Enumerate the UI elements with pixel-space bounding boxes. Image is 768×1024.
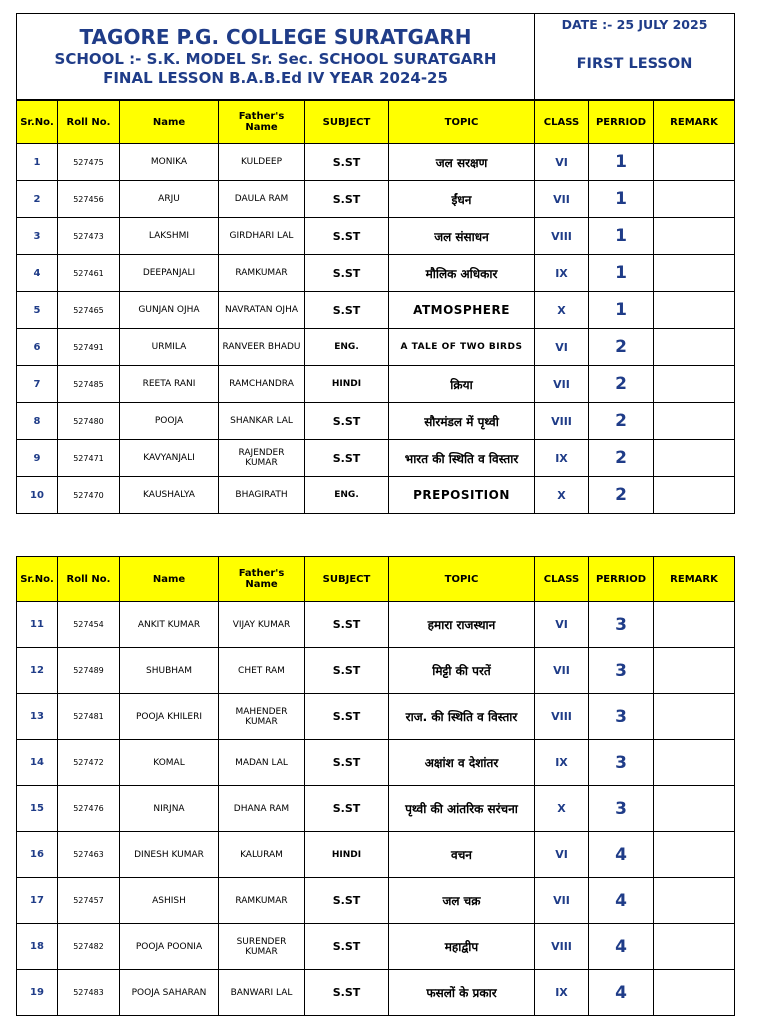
remark-cell [654, 694, 735, 740]
topic-cell: भारत की स्थिति व विस्तार [389, 440, 535, 477]
period-cell: 2 [589, 403, 654, 440]
topic-cell: ATMOSPHERE [389, 292, 535, 329]
remark-cell [654, 403, 735, 440]
col-name-header: Name [120, 557, 219, 602]
period-cell: 4 [589, 924, 654, 970]
subject-cell: S.ST [305, 924, 389, 970]
lesson-document [16, 13, 734, 1016]
topic-cell: जल चक्र [389, 878, 535, 924]
subject-cell: S.ST [305, 878, 389, 924]
class-cell: VIII [535, 924, 589, 970]
remark-cell [654, 218, 735, 255]
subject-cell: S.ST [305, 970, 389, 1016]
table-row [17, 832, 735, 878]
remark-cell [654, 648, 735, 694]
period-cell: 2 [589, 329, 654, 366]
class-cell: VI [535, 602, 589, 648]
class-cell: VII [535, 181, 589, 218]
col-period-header: PERRIOD [589, 557, 654, 602]
father-name-cell: BANWARI LAL [219, 970, 305, 1016]
topic-cell: पृथ्वी की आंतरिक सरंचना [389, 786, 535, 832]
sr-cell: 18 [17, 924, 58, 970]
subject-cell: HINDI [305, 832, 389, 878]
subject-cell: S.ST [305, 403, 389, 440]
topic-cell: सौरमंडल में पृथ्वी [389, 403, 535, 440]
father-name-cell: RAMKUMAR [219, 255, 305, 292]
period-cell: 3 [589, 648, 654, 694]
father-name-cell: KALURAM [219, 832, 305, 878]
date-label: DATE :- 25 JULY 2025 [561, 17, 708, 32]
subject-cell: S.ST [305, 786, 389, 832]
roll-cell: 527471 [58, 440, 120, 477]
remark-cell [654, 440, 735, 477]
col-roll-no-header: Roll No. [58, 101, 120, 144]
roll-cell: 527480 [58, 403, 120, 440]
name-cell: DINESH KUMAR [120, 832, 219, 878]
period-cell: 1 [589, 181, 654, 218]
table-row [17, 181, 735, 218]
father-name-cell: CHET RAM [219, 648, 305, 694]
father-name-cell: RAJENDER KUMAR [219, 440, 305, 477]
name-cell: DEEPANJALI [120, 255, 219, 292]
period-cell: 2 [589, 366, 654, 403]
remark-cell [654, 255, 735, 292]
subject-cell: S.ST [305, 740, 389, 786]
col-name-header: Name [120, 101, 219, 144]
class-cell: IX [535, 440, 589, 477]
remark-cell [654, 366, 735, 403]
name-cell: KAUSHALYA [120, 477, 219, 514]
table-body [17, 144, 735, 514]
date-block [535, 14, 735, 100]
topic-cell: मौलिक अधिकार [389, 255, 535, 292]
col-subject-header: SUBJECT [305, 101, 389, 144]
class-cell: VII [535, 648, 589, 694]
col-remark-header: REMARK [654, 101, 735, 144]
name-cell: KOMAL [120, 740, 219, 786]
subject-cell: S.ST [305, 255, 389, 292]
title-block [17, 14, 535, 100]
remark-cell [654, 924, 735, 970]
table-row [17, 366, 735, 403]
period-cell: 1 [589, 218, 654, 255]
topic-cell: वचन [389, 832, 535, 878]
col-father-name-header: Father's Name [219, 557, 305, 602]
father-name-cell: SHANKAR LAL [219, 403, 305, 440]
sr-cell: 3 [17, 218, 58, 255]
father-name-cell: KULDEEP [219, 144, 305, 181]
table-row [17, 329, 735, 366]
name-cell: LAKSHMI [120, 218, 219, 255]
roll-cell: 527476 [58, 786, 120, 832]
name-cell: NIRJNA [120, 786, 219, 832]
remark-cell [654, 292, 735, 329]
college-title: TAGORE P.G. COLLEGE SURATGARH [79, 25, 472, 50]
table-row [17, 786, 735, 832]
table-body [17, 602, 735, 1016]
father-name-cell: DHANA RAM [219, 786, 305, 832]
subject-cell: S.ST [305, 648, 389, 694]
roll-cell: 527481 [58, 694, 120, 740]
topic-cell: ईंधन [389, 181, 535, 218]
roll-cell: 527472 [58, 740, 120, 786]
class-cell: VI [535, 832, 589, 878]
table-row [17, 970, 735, 1016]
topic-cell: PREPOSITION [389, 477, 535, 514]
period-cell: 3 [589, 694, 654, 740]
class-cell: VI [535, 144, 589, 181]
period-cell: 3 [589, 602, 654, 648]
col-topic-header: TOPIC [389, 101, 535, 144]
father-name-cell: MADAN LAL [219, 740, 305, 786]
sr-cell: 5 [17, 292, 58, 329]
table-row [17, 924, 735, 970]
sr-cell: 16 [17, 832, 58, 878]
father-name-cell: RAMCHANDRA [219, 366, 305, 403]
period-cell: 2 [589, 477, 654, 514]
class-cell: X [535, 292, 589, 329]
table-row [17, 144, 735, 181]
subject-cell: S.ST [305, 694, 389, 740]
col-sr-no-header: Sr.No. [17, 101, 58, 144]
sr-cell: 2 [17, 181, 58, 218]
name-cell: URMILA [120, 329, 219, 366]
father-name-cell: RANVEER BHADU [219, 329, 305, 366]
col-class-header: CLASS [535, 557, 589, 602]
name-cell: SHUBHAM [120, 648, 219, 694]
table-row [17, 218, 735, 255]
topic-cell: जल संसाधन [389, 218, 535, 255]
remark-cell [654, 181, 735, 218]
sr-cell: 10 [17, 477, 58, 514]
name-cell: REETA RANI [120, 366, 219, 403]
table-row [17, 477, 735, 514]
table-header-row [17, 557, 735, 602]
subject-cell: S.ST [305, 181, 389, 218]
father-name-cell: DAULA RAM [219, 181, 305, 218]
roll-cell: 527489 [58, 648, 120, 694]
sr-cell: 17 [17, 878, 58, 924]
sr-cell: 19 [17, 970, 58, 1016]
roll-cell: 527482 [58, 924, 120, 970]
class-cell: IX [535, 740, 589, 786]
col-topic-header: TOPIC [389, 557, 535, 602]
period-cell: 1 [589, 144, 654, 181]
lesson-table-1 [16, 100, 735, 514]
class-cell: VII [535, 878, 589, 924]
sr-cell: 12 [17, 648, 58, 694]
table-header-row [17, 101, 735, 144]
table-row [17, 292, 735, 329]
remark-cell [654, 878, 735, 924]
name-cell: POOJA SAHARAN [120, 970, 219, 1016]
subject-cell: HINDI [305, 366, 389, 403]
name-cell: POOJA KHILERI [120, 694, 219, 740]
period-cell: 4 [589, 878, 654, 924]
class-cell: VIII [535, 403, 589, 440]
father-name-cell: SURENDER KUMAR [219, 924, 305, 970]
period-cell: 4 [589, 970, 654, 1016]
father-name-cell: RAMKUMAR [219, 878, 305, 924]
sr-cell: 7 [17, 366, 58, 403]
table-row [17, 602, 735, 648]
header-table [16, 13, 735, 100]
class-cell: VI [535, 329, 589, 366]
name-cell: KAVYANJALI [120, 440, 219, 477]
roll-cell: 527473 [58, 218, 120, 255]
subject-cell: S.ST [305, 292, 389, 329]
roll-cell: 527483 [58, 970, 120, 1016]
topic-cell: अक्षांश व देशांतर [389, 740, 535, 786]
remark-cell [654, 832, 735, 878]
roll-cell: 527463 [58, 832, 120, 878]
class-cell: IX [535, 970, 589, 1016]
roll-cell: 527470 [58, 477, 120, 514]
father-name-cell: BHAGIRATH [219, 477, 305, 514]
sr-cell: 13 [17, 694, 58, 740]
period-cell: 1 [589, 255, 654, 292]
col-class-header: CLASS [535, 101, 589, 144]
name-cell: MONIKA [120, 144, 219, 181]
col-period-header: PERRIOD [589, 101, 654, 144]
name-cell: ASHISH [120, 878, 219, 924]
father-name-cell: GIRDHARI LAL [219, 218, 305, 255]
class-cell: VIII [535, 218, 589, 255]
topic-cell: फसलों के प्रकार [389, 970, 535, 1016]
roll-cell: 527465 [58, 292, 120, 329]
class-cell: VII [535, 366, 589, 403]
topic-cell: जल सरक्षण [389, 144, 535, 181]
topic-cell: मिट्टी की परतें [389, 648, 535, 694]
name-cell: GUNJAN OJHA [120, 292, 219, 329]
remark-cell [654, 329, 735, 366]
col-father-name-header: Father's Name [219, 101, 305, 144]
remark-cell [654, 970, 735, 1016]
topic-cell: A TALE OF TWO BIRDS [389, 329, 535, 366]
table-row [17, 694, 735, 740]
topic-cell: राज. की स्थिति व विस्तार [389, 694, 535, 740]
class-cell: X [535, 477, 589, 514]
period-cell: 1 [589, 292, 654, 329]
class-cell: IX [535, 255, 589, 292]
roll-cell: 527457 [58, 878, 120, 924]
col-remark-header: REMARK [654, 557, 735, 602]
topic-cell: क्रिया [389, 366, 535, 403]
father-name-cell: MAHENDER KUMAR [219, 694, 305, 740]
sr-cell: 11 [17, 602, 58, 648]
table-row [17, 878, 735, 924]
remark-cell [654, 786, 735, 832]
remark-cell [654, 602, 735, 648]
roll-cell: 527461 [58, 255, 120, 292]
remark-cell [654, 740, 735, 786]
roll-cell: 527491 [58, 329, 120, 366]
sr-cell: 14 [17, 740, 58, 786]
lesson-title: FINAL LESSON B.A.B.Ed IV YEAR 2024-25 [103, 69, 448, 87]
lesson-table-2 [16, 556, 735, 1016]
class-cell: X [535, 786, 589, 832]
table-row [17, 255, 735, 292]
table-row [17, 440, 735, 477]
remark-cell [654, 477, 735, 514]
sr-cell: 15 [17, 786, 58, 832]
subject-cell: S.ST [305, 440, 389, 477]
table-row [17, 648, 735, 694]
topic-cell: हमारा राजस्थान [389, 602, 535, 648]
col-subject-header: SUBJECT [305, 557, 389, 602]
remark-cell [654, 144, 735, 181]
period-cell: 4 [589, 832, 654, 878]
col-sr-no-header: Sr.No. [17, 557, 58, 602]
sr-cell: 6 [17, 329, 58, 366]
col-roll-no-header: Roll No. [58, 557, 120, 602]
name-cell: ANKIT KUMAR [120, 602, 219, 648]
period-cell: 3 [589, 740, 654, 786]
father-name-cell: VIJAY KUMAR [219, 602, 305, 648]
sr-cell: 9 [17, 440, 58, 477]
period-cell: 2 [589, 440, 654, 477]
roll-cell: 527454 [58, 602, 120, 648]
name-cell: ARJU [120, 181, 219, 218]
sr-cell: 1 [17, 144, 58, 181]
subject-cell: S.ST [305, 602, 389, 648]
roll-cell: 527485 [58, 366, 120, 403]
name-cell: POOJA [120, 403, 219, 440]
subject-cell: S.ST [305, 218, 389, 255]
subject-cell: ENG. [305, 329, 389, 366]
class-cell: VIII [535, 694, 589, 740]
sr-cell: 4 [17, 255, 58, 292]
school-title: SCHOOL :- S.K. MODEL Sr. Sec. SCHOOL SURATGARH [54, 50, 497, 69]
subject-cell: ENG. [305, 477, 389, 514]
topic-cell: महाद्वीप [389, 924, 535, 970]
lesson-type-label: FIRST LESSON [576, 56, 693, 72]
subject-cell: S.ST [305, 144, 389, 181]
roll-cell: 527456 [58, 181, 120, 218]
father-name-cell: NAVRATAN OJHA [219, 292, 305, 329]
sr-cell: 8 [17, 403, 58, 440]
period-cell: 3 [589, 786, 654, 832]
table-row [17, 740, 735, 786]
roll-cell: 527475 [58, 144, 120, 181]
table-row [17, 403, 735, 440]
name-cell: POOJA POONIA [120, 924, 219, 970]
